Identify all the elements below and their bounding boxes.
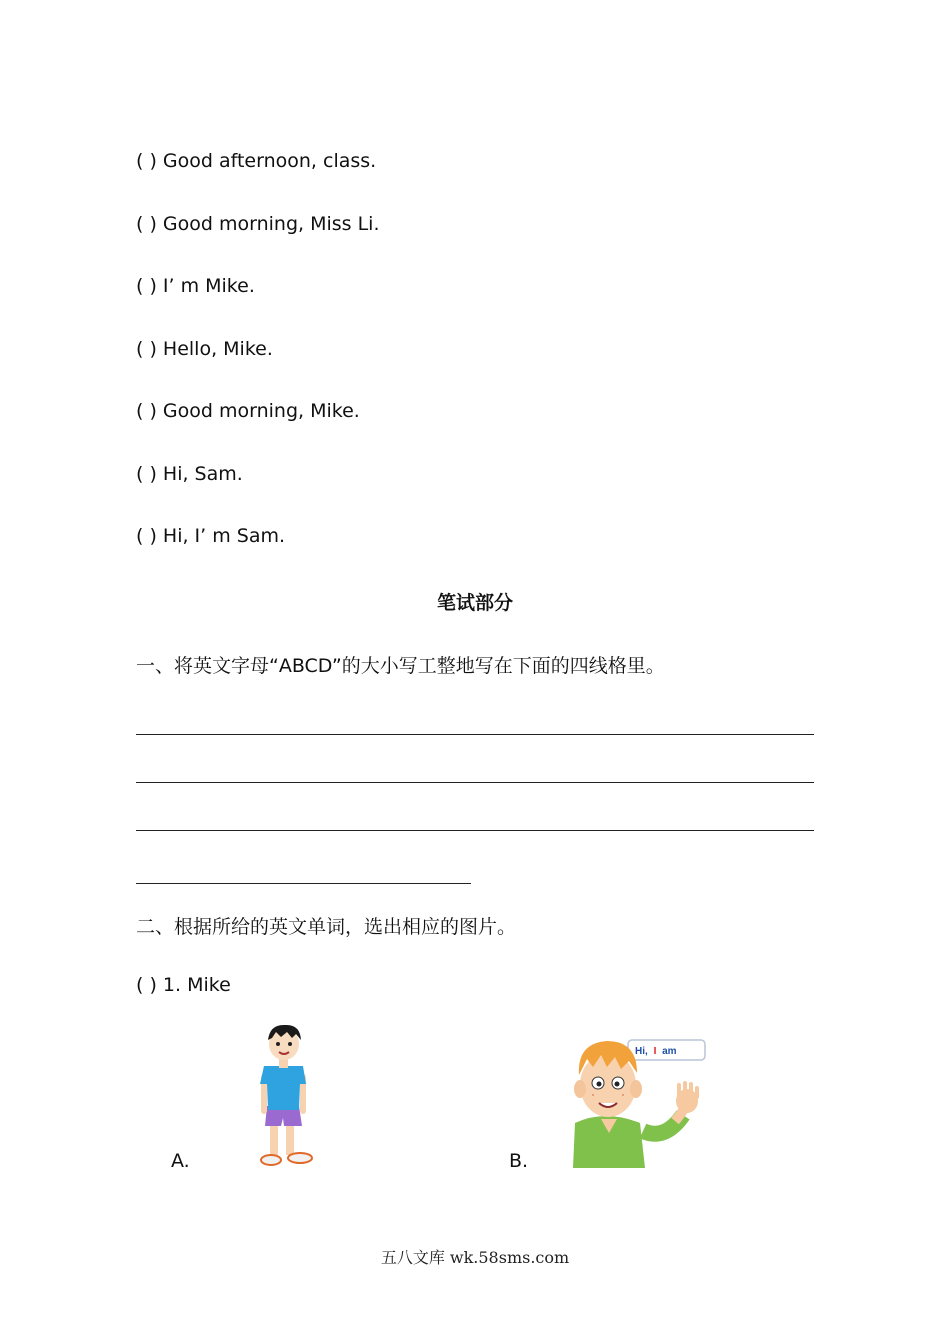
option-a-label: A. bbox=[171, 1150, 190, 1172]
footer-watermark: 五八文库 wk.58sms.com bbox=[380, 1248, 570, 1267]
writing-line bbox=[136, 883, 471, 884]
listening-item: ( ) Good morning, Mike. bbox=[136, 400, 360, 422]
writing-line bbox=[136, 830, 814, 831]
listening-item: ( ) I’ m Mike. bbox=[136, 275, 255, 297]
listening-item: ( ) Good morning, Miss Li. bbox=[136, 213, 380, 235]
svg-text:Hi, I am: Hi, I am bbox=[635, 1046, 677, 1057]
option-b-label: B. bbox=[509, 1150, 529, 1172]
section-title: 笔试部分 bbox=[436, 592, 513, 614]
listening-item: ( ) Hi, I’ m Sam. bbox=[136, 525, 286, 547]
boy-waving-illustration bbox=[565, 1023, 725, 1168]
boy-standing-illustration bbox=[250, 1022, 325, 1170]
writing-line bbox=[136, 734, 814, 735]
question-2: 二、根据所给的英文单词，选出相应的图片。 bbox=[136, 916, 517, 938]
writing-line bbox=[136, 782, 814, 783]
listening-item: ( ) Hello, Mike. bbox=[136, 338, 273, 360]
listening-item: ( ) Hi, Sam. bbox=[136, 463, 243, 485]
question-2-item-1: ( ) 1. Mike bbox=[136, 974, 231, 996]
listening-item: ( ) Good afternoon, class. bbox=[136, 150, 377, 172]
question-1: 一、将英文字母“ABCD”的大小写工整地写在下面的四线格里。 bbox=[136, 655, 665, 677]
